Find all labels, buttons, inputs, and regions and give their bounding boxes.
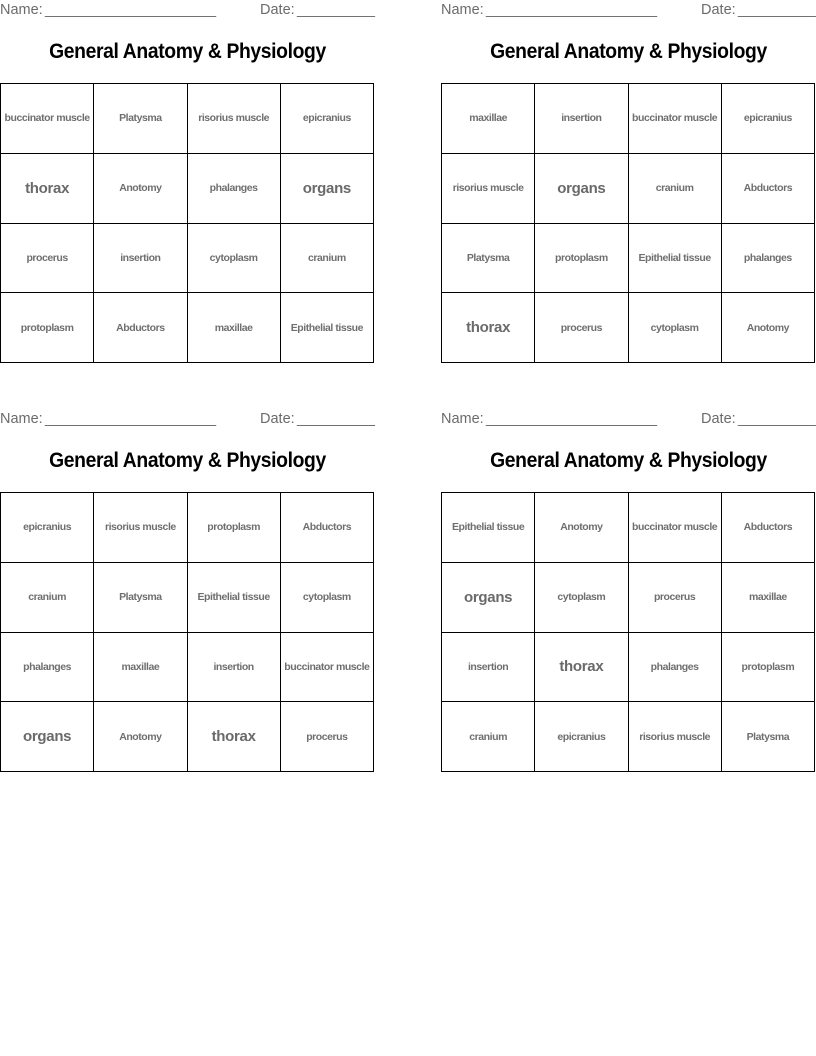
card-title: General Anatomy & Physiology [490,449,767,472]
grid-cell: protoplasm [535,224,628,294]
grid-cell: cytoplasm [281,563,374,633]
grid-cell: epicranius [722,84,815,154]
date-label: Date: [260,2,295,18]
name-label: Name: [441,411,484,427]
date-blank: __________ [738,411,816,427]
date-blank: __________ [738,2,816,18]
grid-cell: Platysma [722,702,815,772]
bingo-card-2 [441,0,816,380]
grid-cell: epicranius [535,702,628,772]
grid-cell: buccinator muscle [629,84,722,154]
grid-cell: procerus [1,224,94,294]
grid-cell: thorax [188,702,281,772]
grid-cell: maxillae [94,633,187,703]
bingo-card-4 [441,409,816,789]
grid-cell: Platysma [94,563,187,633]
grid-cell: Anotomy [94,702,187,772]
grid-cell: organs [281,154,374,224]
bingo-card-3 [0,409,375,789]
grid-cell: procerus [535,293,628,363]
grid-cell: cytoplasm [535,563,628,633]
name-date-row [441,411,816,429]
name-blank: ______________________ [486,411,657,427]
date-blank: __________ [297,411,375,427]
grid-cell: maxillae [188,293,281,363]
grid-cell: Abductors [722,154,815,224]
grid-cell: thorax [1,154,94,224]
grid-cell: insertion [188,633,281,703]
grid-cell: phalanges [629,633,722,703]
grid-cell: Epithelial tissue [629,224,722,294]
grid-cell: buccinator muscle [281,633,374,703]
name-date-row [0,2,375,20]
date-label: Date: [701,411,736,427]
grid-cell: phalanges [1,633,94,703]
grid-cell: Platysma [442,224,535,294]
grid-cell: risorius muscle [629,702,722,772]
grid-cell: Anotomy [722,293,815,363]
grid-cell: epicranius [1,493,94,563]
grid-cell: Epithelial tissue [188,563,281,633]
name-label: Name: [0,411,43,427]
name-blank: ______________________ [486,2,657,18]
bingo-grid [441,83,815,363]
card-title: General Anatomy & Physiology [490,40,767,63]
grid-cell: Anotomy [94,154,187,224]
date-blank: __________ [297,2,375,18]
name-date-row [0,411,375,429]
grid-cell: Abductors [722,493,815,563]
name-blank: ______________________ [45,2,216,18]
name-label: Name: [0,2,43,18]
grid-cell: cytoplasm [188,224,281,294]
grid-cell: protoplasm [188,493,281,563]
grid-cell: protoplasm [1,293,94,363]
name-label: Name: [441,2,484,18]
date-label: Date: [701,2,736,18]
name-date-row [441,2,816,20]
bingo-grid [0,492,374,772]
grid-cell: procerus [629,563,722,633]
grid-cell: insertion [535,84,628,154]
grid-cell: organs [1,702,94,772]
bingo-grid [441,492,815,772]
grid-cell: Abductors [94,293,187,363]
grid-cell: organs [442,563,535,633]
grid-cell: cranium [629,154,722,224]
grid-cell: epicranius [281,84,374,154]
grid-cell: Platysma [94,84,187,154]
grid-cell: cytoplasm [629,293,722,363]
name-blank: ______________________ [45,411,216,427]
date-label: Date: [260,411,295,427]
grid-cell: buccinator muscle [1,84,94,154]
card-title: General Anatomy & Physiology [49,40,326,63]
grid-cell: insertion [442,633,535,703]
grid-cell: cranium [442,702,535,772]
grid-cell: Epithelial tissue [442,493,535,563]
grid-cell: risorius muscle [94,493,187,563]
card-title: General Anatomy & Physiology [49,449,326,472]
grid-cell: Epithelial tissue [281,293,374,363]
grid-cell: risorius muscle [442,154,535,224]
grid-cell: Anotomy [535,493,628,563]
grid-cell: thorax [442,293,535,363]
grid-cell: risorius muscle [188,84,281,154]
grid-cell: organs [535,154,628,224]
grid-cell: insertion [94,224,187,294]
grid-cell: phalanges [188,154,281,224]
grid-cell: maxillae [722,563,815,633]
grid-cell: cranium [1,563,94,633]
grid-cell: maxillae [442,84,535,154]
bingo-grid [0,83,374,363]
grid-cell: buccinator muscle [629,493,722,563]
grid-cell: procerus [281,702,374,772]
grid-cell: phalanges [722,224,815,294]
grid-cell: protoplasm [722,633,815,703]
grid-cell: thorax [535,633,628,703]
bingo-card-1 [0,0,375,380]
grid-cell: Abductors [281,493,374,563]
grid-cell: cranium [281,224,374,294]
